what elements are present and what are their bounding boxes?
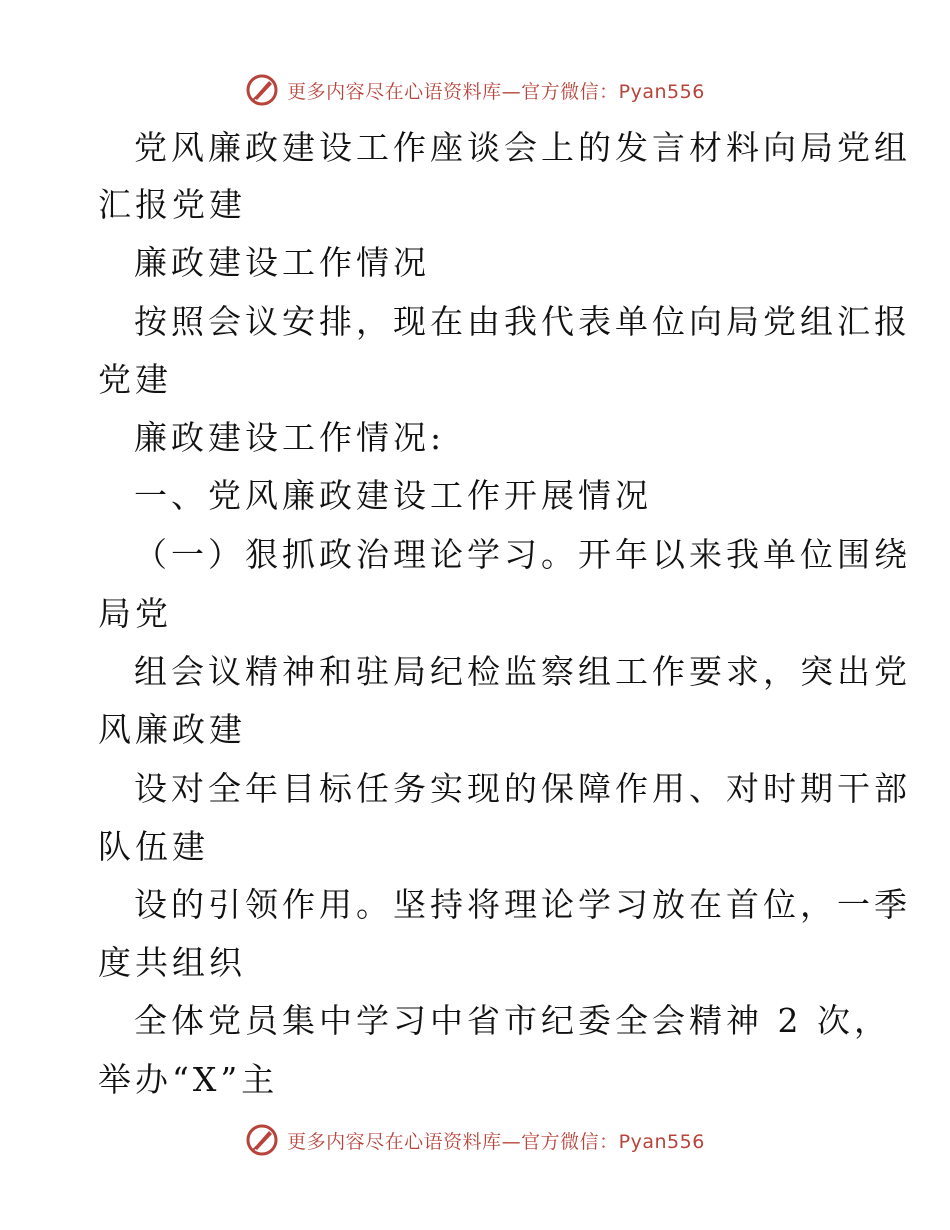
text-line-16: 全体党员集中学习中省市纪委全会精神 2 次，: [134, 1001, 891, 1040]
text-line-2: 汇报党建: [98, 185, 246, 224]
text-line-10: 组会议精神和驻局纪检监察组工作要求，突出党: [134, 652, 911, 691]
text-line-17: 举办“X”主: [98, 1060, 279, 1099]
section-heading-1: 一、党风廉政建设工作开展情况: [134, 476, 652, 515]
watermark-text: 更多内容尽在心语资料库—官方微信：Pyan556: [287, 80, 705, 103]
top-watermark-banner: [0, 70, 950, 110]
text-line-4: 按照会议安排，现在由我代表单位向局党组汇报: [134, 302, 911, 341]
quill-pen-logo-icon: [245, 73, 279, 107]
text-line-5: 党建: [98, 360, 172, 399]
text-line-13: 队伍建: [98, 827, 209, 866]
text-line-3: 廉政建设工作情况: [134, 243, 430, 282]
text-line-6: 廉政建设工作情况:: [134, 418, 446, 457]
bottom-watermark-banner: [0, 1120, 950, 1160]
quill-pen-logo-icon: [245, 1123, 279, 1157]
text-line-9: 局党: [98, 594, 172, 633]
text-line-14: 设的引领作用。坚持将理论学习放在首位，一季: [134, 885, 911, 924]
text-line-11: 风廉政建: [98, 710, 246, 749]
watermark-text: 更多内容尽在心语资料库—官方微信：Pyan556: [287, 1130, 705, 1153]
text-line-12: 设对全年目标任务实现的保障作用、对时期干部: [134, 769, 911, 808]
text-line-1: 党风廉政建设工作座谈会上的发言材料向局党组: [134, 128, 911, 167]
text-line-15: 度共组织: [98, 943, 246, 982]
text-line-8: （一）狠抓政治理论学习。开年以来我单位围绕: [134, 535, 911, 574]
